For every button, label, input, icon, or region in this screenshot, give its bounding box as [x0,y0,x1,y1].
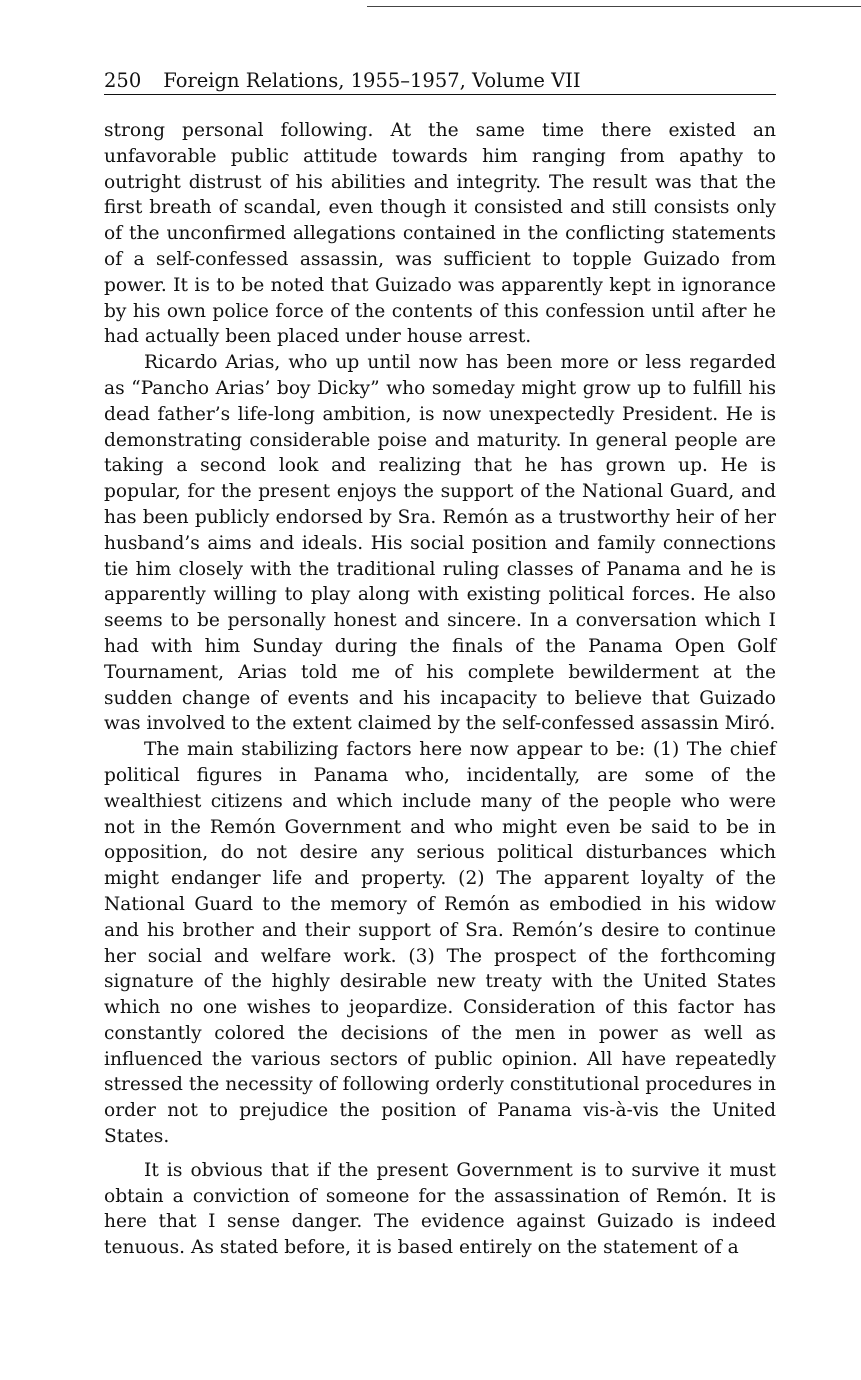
body-text [104,118,776,1261]
page-number: 250 [104,69,142,92]
paragraph-conviction: It is obvious that if the present Government is to survive it must obtain a conviction of someone for the assassination of Remón. It is here that I sense danger. The evidence against Guizado is indeed tenuous. As stated before, it is based entirely on the statement of a [104,1159,776,1259]
top-edge-rule [367,6,861,7]
header-title: Foreign Relations, 1955–1957, Volume VII [163,69,581,92]
paragraph-continued: strong personal following. At the same time there existed an unfavorable public attitude towards him ranging from apathy to outright distrust of his abilities and integrity. The result was that the first breath of scandal, even though it consisted and still consists only of the unconfirmed allegations contained in the conflicting statements of a self-confessed assassin, was sufficient to topple Guizado from power. It is to be noted that Guizado was apparently kept in ignorance by his own police force of the contents of this confession until after he had actually been placed under house arrest. [104,120,776,348]
paragraph-stabilizing-factors: The main stabilizing factors here now appear to be: (1) The chief political figures in Panama who, incidentally, are some of the wealthiest citizens and which include many of the people who were not in the Remón Government and who might even be said to be in opposition, do not desire any serious political disturbances which might endanger life and property. (2) The apparent loyalty of the National Guard to the memory of Remón as embodied in his widow and his brother and their support of Sra. Remón’s desire to continue her social and welfare work. (3) The prospect of the forthcoming signature of the highly desirable new treaty with the United States which no one wishes to jeopardize. Consideration of this factor has constantly colored the decisions of the men in power as well as influenced the various sectors of public opinion. All have repeatedly stressed the necessity of following orderly constitutional procedures in order not to prejudice the position of Panama vis-à-vis the United States. [104,739,776,1148]
running-header [104,70,776,95]
paragraph-ricardo-arias: Ricardo Arias, who up until now has been more or less regarded as “Pancho Arias’ boy Dicky” who someday might grow up to fulfill his dead father’s life-long ambition, is now unexpectedly President. He is demonstrating considerable poise and maturity. In general people are taking a second look and realizing that he has grown up. He is popular, for the present enjoys the support of the National Guard, and has been publicly endorsed by Sra. Remón as a trustworthy heir of her husband’s aims and ideals. His social position and family connections tie him closely with the traditional ruling classes of Panama and he is apparently willing to play along with existing political forces. He also seems to be personally honest and sincere. In a conversation which I had with him Sunday during the finals of the Panama Open Golf Tournament, Arias told me of his complete bewilderment at the sudden change of events and his incapacity to believe that Guizado was involved to the extent claimed by the self-confessed assassin Miró. [104,352,776,735]
